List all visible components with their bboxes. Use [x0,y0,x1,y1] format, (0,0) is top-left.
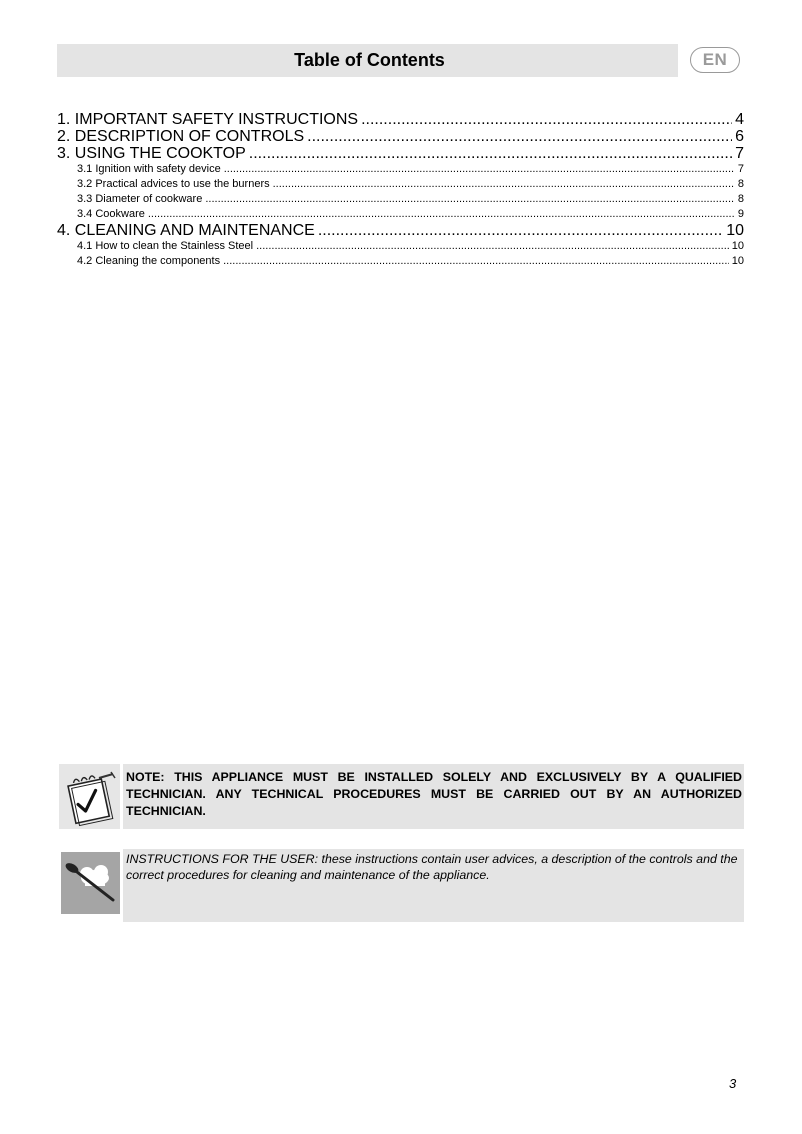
toc-entry-label: 3. USING THE COOKTOP [57,145,246,162]
toc-entry-label: 3.4 Cookware [77,208,145,220]
toc-entry[interactable] [57,128,744,145]
toc-entry-label: 4.1 How to clean the Stainless Steel [77,240,254,252]
toc-entry-label: 4.2 Cleaning the components [77,255,221,267]
toc-entry-page: 4 [735,111,744,128]
toc-subentry[interactable] [57,239,744,254]
toc-entry-label: 4. CLEANING AND MAINTENANCE [57,222,315,239]
toc-entry-page: 7 [735,145,744,162]
toc-entry-label: 3.3 Diameter of cookware [77,193,203,205]
toc-subentry[interactable] [57,192,744,207]
toc-leader-dots [273,177,735,192]
toc-entry-page: 10 [731,255,744,267]
toc-leader-dots [361,111,732,128]
toc-entry-page: 6 [735,128,744,145]
toc-subentry[interactable] [57,177,744,192]
chef-spoon-icon [61,852,120,914]
toc-leader-dots [318,222,723,239]
notepad-check-icon [59,764,120,829]
page-title: Table of Contents [294,50,445,70]
page-number: 3 [729,1076,737,1091]
toc-entry[interactable] [57,111,744,128]
table-of-contents [57,111,744,269]
toc-leader-dots [256,239,729,254]
toc-leader-dots [148,207,735,222]
toc-leader-dots [249,145,732,162]
toc-entry[interactable] [57,145,744,162]
toc-subentry[interactable] [57,162,744,177]
technician-note: NOTE: THIS APPLIANCE MUST BE INSTALLED SOLELY AND EXCLUSIVELY BY A QUALIFIED TECHNICIAN. ANY TECHNICAL PROCEDURES MUST BE CARRIED OUT BY AN AUTHORIZED TECHNICIAN. [123,764,744,829]
toc-leader-dots [223,254,729,269]
toc-leader-dots [224,162,735,177]
title-bar [57,44,678,77]
user-instructions: INSTRUCTIONS FOR THE USER: these instructions contain user advices, a description of the controls and the correct procedures for cleaning and maintenance of the appliance. [123,849,744,922]
toc-entry-page: 10 [726,222,744,239]
toc-entry-label: 2. DESCRIPTION OF CONTROLS [57,128,305,145]
toc-entry-page: 8 [737,193,744,205]
toc-entry-page: 8 [737,178,744,190]
toc-entry-page: 10 [731,240,744,252]
toc-leader-dots [307,128,732,145]
toc-entry-label: 3.2 Practical advices to use the burners [77,178,270,190]
toc-entry-page: 9 [737,208,744,220]
toc-entry[interactable] [57,222,744,239]
toc-subentry[interactable] [57,254,744,269]
toc-leader-dots [205,192,735,207]
toc-entry-label: 1. IMPORTANT SAFETY INSTRUCTIONS [57,111,359,128]
language-badge: EN [690,47,740,73]
toc-entry-page: 7 [737,163,744,175]
toc-subentry[interactable] [57,207,744,222]
toc-entry-label: 3.1 Ignition with safety device [77,163,221,175]
